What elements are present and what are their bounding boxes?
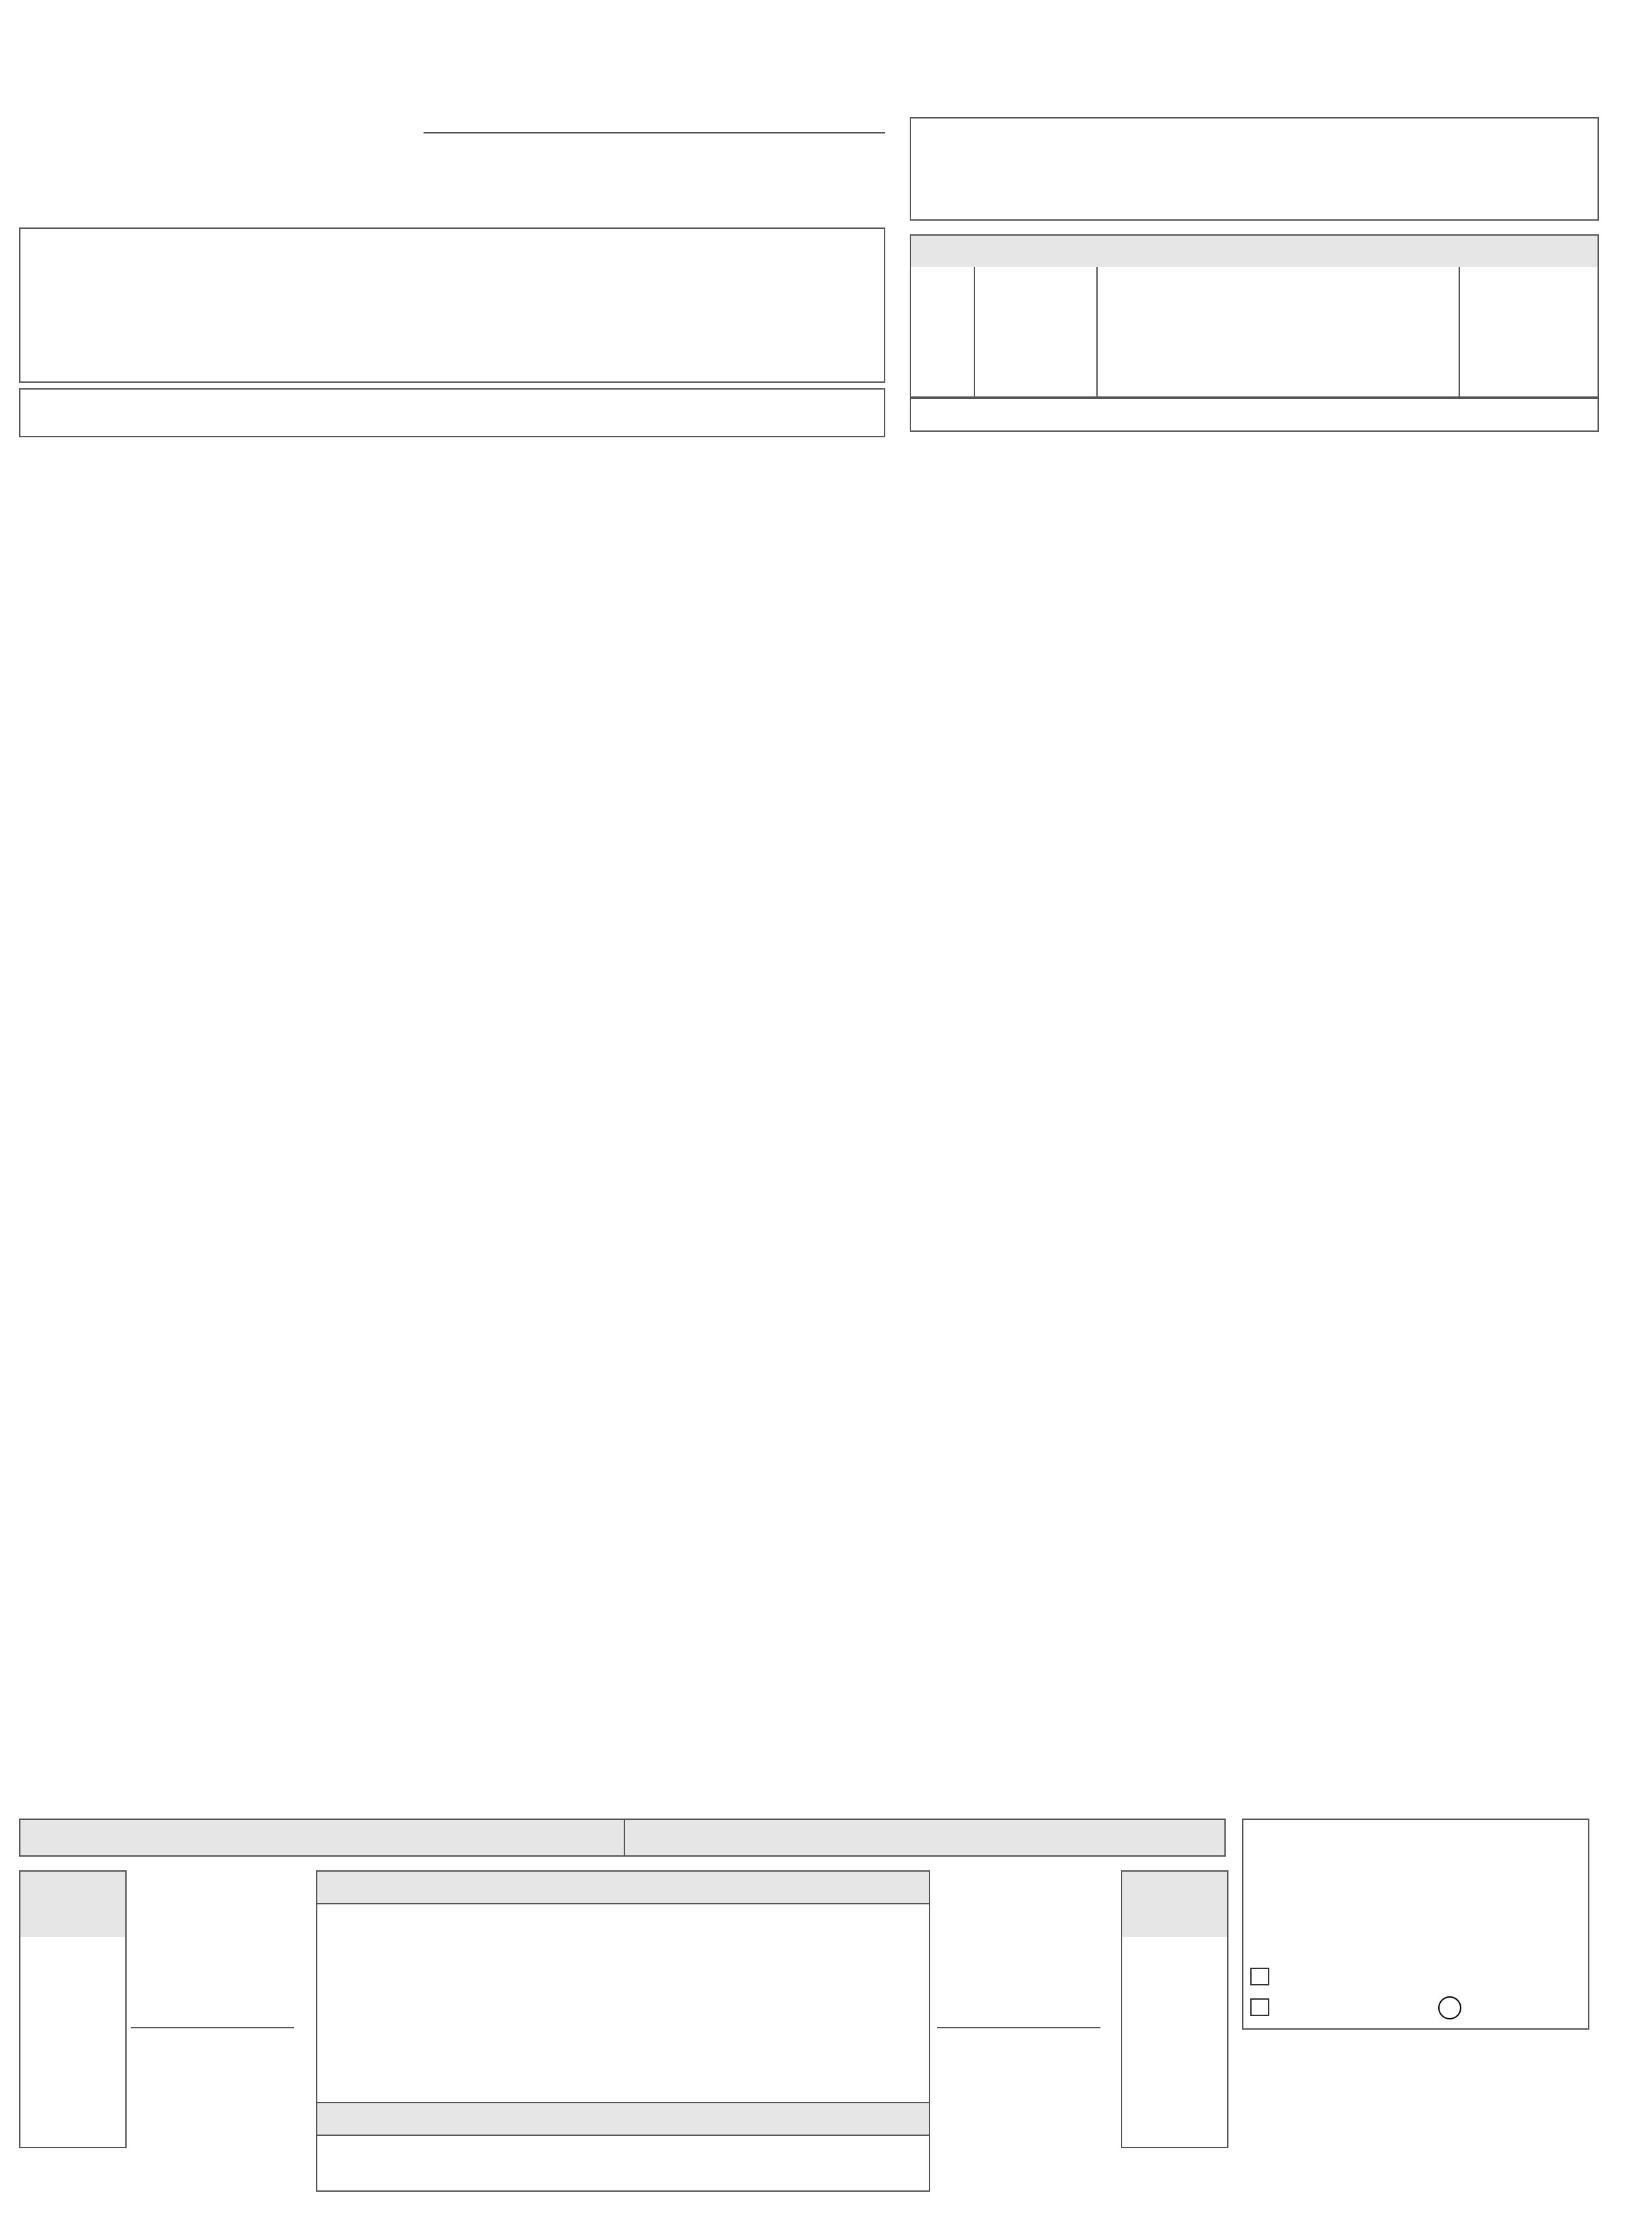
sets-divider-2 bbox=[1096, 267, 1098, 398]
home-one-point bbox=[131, 1970, 315, 2000]
sets-divider-3 bbox=[1459, 267, 1460, 398]
match-info-box bbox=[19, 227, 885, 383]
pos-title bbox=[317, 1914, 929, 1944]
away-each-serve bbox=[937, 2102, 1114, 2132]
away-rotation-header-bg bbox=[1122, 1872, 1227, 1937]
summary-header-bg bbox=[20, 1820, 1224, 1855]
sets-total-box bbox=[910, 398, 1599, 432]
attack-on-dig-box bbox=[316, 2102, 930, 2192]
kill-title bbox=[317, 1872, 929, 1903]
kill-on-reception-box bbox=[316, 1870, 930, 2105]
summary-box bbox=[19, 1819, 1226, 1857]
away-one-bp bbox=[937, 2129, 1114, 2159]
referees-box bbox=[19, 388, 885, 437]
away-rotation-box bbox=[1121, 1870, 1228, 2148]
away-rec-divider bbox=[937, 2027, 1100, 2028]
summary-divider bbox=[624, 1820, 625, 1855]
home-each-serve bbox=[131, 2102, 315, 2132]
sets-table bbox=[910, 234, 1599, 398]
home-each-recept bbox=[131, 1942, 315, 1972]
dig-title-divider bbox=[317, 2135, 929, 2136]
title-divider bbox=[424, 132, 885, 133]
kill-title-divider bbox=[317, 1903, 929, 1904]
setter-legend bbox=[1250, 1993, 1283, 2020]
away-each-recept bbox=[937, 1942, 1114, 1972]
sets-table-header bbox=[911, 236, 1598, 267]
result-box bbox=[910, 117, 1599, 221]
home-one-bp bbox=[131, 2129, 315, 2159]
circle-icon bbox=[1438, 1996, 1461, 2019]
neg-title bbox=[317, 2011, 929, 2041]
home-rec-divider bbox=[131, 2027, 294, 2028]
lineup-legend bbox=[1250, 1962, 1283, 1989]
lineup-box-icon bbox=[1250, 1968, 1269, 1985]
home-rotation-box bbox=[19, 1870, 127, 2148]
home-rotation-header-bg bbox=[20, 1872, 125, 1937]
dig-title bbox=[317, 2103, 929, 2135]
away-one-point bbox=[937, 1970, 1114, 2000]
srv-legend bbox=[1438, 1993, 1464, 2020]
sets-divider-1 bbox=[974, 267, 975, 398]
setter-box-icon bbox=[1250, 1998, 1269, 2016]
legend-box bbox=[1242, 1819, 1589, 2030]
